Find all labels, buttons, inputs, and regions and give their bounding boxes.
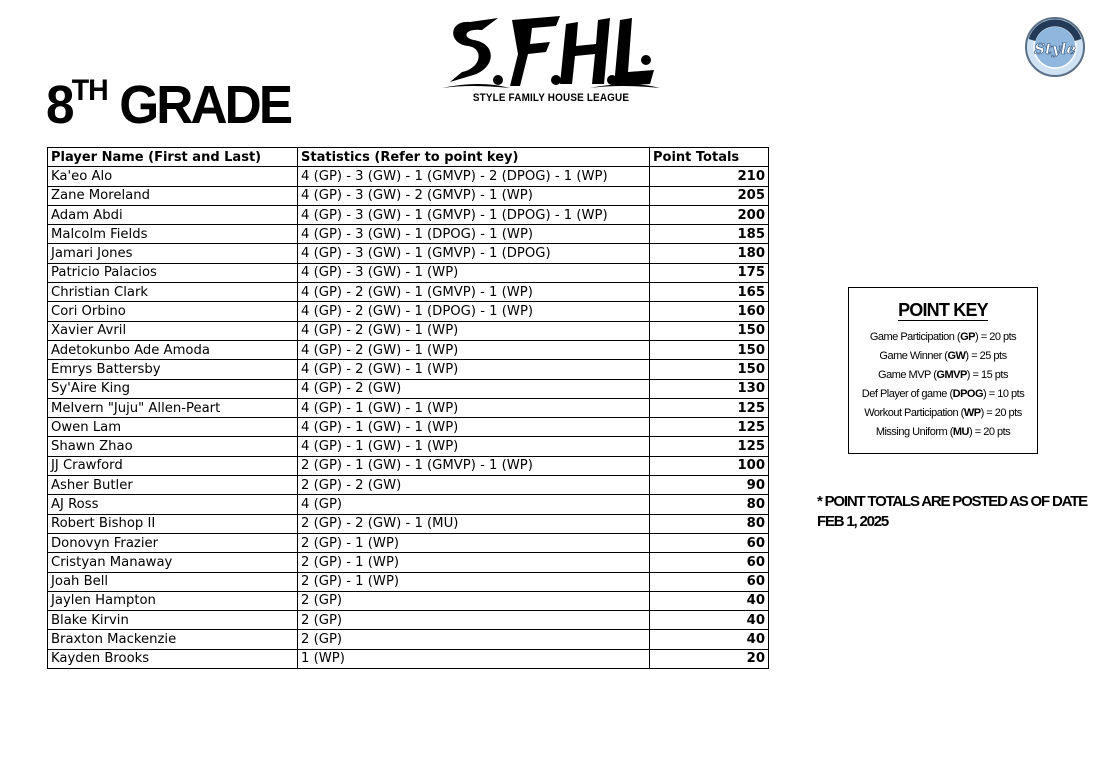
table-row bbox=[48, 649, 769, 668]
statistics-cell: 4 (GP) - 1 (GW) - 1 (WP) bbox=[298, 437, 650, 456]
statistics-cell: 4 (GP) - 1 (GW) - 1 (WP) bbox=[298, 398, 650, 417]
statistics-cell: 2 (GP) - 2 (GW) bbox=[298, 476, 650, 495]
statistics-cell: 4 (GP) - 3 (GW) - 1 (WP) bbox=[298, 263, 650, 282]
statistics-cell: 4 (GP) - 1 (GW) - 1 (WP) bbox=[298, 418, 650, 437]
league-logo bbox=[440, 10, 662, 108]
point-key-item bbox=[849, 366, 1037, 385]
sfhl-logo-icon bbox=[440, 10, 662, 92]
point-total-cell: 150 bbox=[650, 340, 769, 359]
point-key-label: Game Winner ( bbox=[879, 350, 948, 362]
statistics-cell: 2 (GP) - 2 (GW) - 1 (MU) bbox=[298, 514, 650, 533]
point-total-cell: 185 bbox=[650, 225, 769, 244]
player-name-cell: Jamari Jones bbox=[48, 244, 298, 263]
player-name-cell: Adam Abdi bbox=[48, 205, 298, 224]
statistics-cell: 2 (GP) bbox=[298, 611, 650, 630]
point-total-cell: 100 bbox=[650, 456, 769, 475]
table-row bbox=[48, 263, 769, 282]
grade-word: GRADE bbox=[107, 75, 291, 135]
point-key-value: ) = 20 pts bbox=[975, 331, 1017, 343]
point-total-cell: 60 bbox=[650, 533, 769, 552]
player-name-cell: Christian Clark bbox=[48, 283, 298, 302]
statistics-cell: 4 (GP) - 3 (GW) - 1 (GMVP) - 1 (DPOG) - 1 (WP) bbox=[298, 205, 650, 224]
column-header-player: Player Name (First and Last) bbox=[48, 148, 298, 167]
point-key-label: Def Player of game ( bbox=[861, 388, 953, 400]
point-total-cell: 80 bbox=[650, 495, 769, 514]
point-total-cell: 150 bbox=[650, 360, 769, 379]
table-row bbox=[48, 244, 769, 263]
point-key-code: MU bbox=[952, 426, 969, 438]
point-total-cell: 180 bbox=[650, 244, 769, 263]
point-total-cell: 60 bbox=[650, 572, 769, 591]
table-row bbox=[48, 572, 769, 591]
point-key-item bbox=[849, 347, 1037, 366]
point-total-cell: 160 bbox=[650, 302, 769, 321]
point-total-cell: 125 bbox=[650, 418, 769, 437]
table-header-row bbox=[48, 148, 769, 167]
player-name-cell: JJ Crawford bbox=[48, 456, 298, 475]
point-total-cell: 90 bbox=[650, 476, 769, 495]
player-name-cell: Malcolm Fields bbox=[48, 225, 298, 244]
point-key-code: WP bbox=[963, 407, 981, 419]
statistics-cell: 2 (GP) bbox=[298, 630, 650, 649]
table-row bbox=[48, 205, 769, 224]
table-row bbox=[48, 340, 769, 359]
page-title bbox=[46, 74, 291, 135]
point-key-item bbox=[849, 385, 1037, 404]
point-total-cell: 60 bbox=[650, 553, 769, 572]
point-key-label: Workout Participation ( bbox=[864, 407, 964, 419]
table-row bbox=[48, 591, 769, 610]
statistics-cell: 4 (GP) - 2 (GW) - 1 (GMVP) - 1 (WP) bbox=[298, 283, 650, 302]
point-total-cell: 210 bbox=[650, 167, 769, 186]
player-name-cell: Sy'Aire King bbox=[48, 379, 298, 398]
point-total-cell: 205 bbox=[650, 186, 769, 205]
point-total-cell: 40 bbox=[650, 630, 769, 649]
posting-date-note: * POINT TOTALS ARE POSTED AS OF DATE FEB 1, 2025 bbox=[817, 493, 1087, 530]
table-row bbox=[48, 360, 769, 379]
point-key-item bbox=[849, 404, 1037, 423]
player-name-cell: Zane Moreland bbox=[48, 186, 298, 205]
table-row bbox=[48, 476, 769, 495]
point-total-cell: 40 bbox=[650, 591, 769, 610]
point-total-cell: 125 bbox=[650, 398, 769, 417]
table-row bbox=[48, 379, 769, 398]
point-key-title: POINT KEY bbox=[898, 300, 988, 320]
standings-body bbox=[48, 167, 769, 669]
point-key-value: ) = 20 pts bbox=[969, 426, 1011, 438]
table-row bbox=[48, 418, 769, 437]
point-total-cell: 200 bbox=[650, 205, 769, 224]
point-total-cell: 130 bbox=[650, 379, 769, 398]
table-row bbox=[48, 495, 769, 514]
point-key-code: GMVP bbox=[936, 369, 967, 381]
player-name-cell: Cristyan Manaway bbox=[48, 553, 298, 572]
statistics-cell: 2 (GP) bbox=[298, 591, 650, 610]
point-total-cell: 175 bbox=[650, 263, 769, 282]
table-row bbox=[48, 225, 769, 244]
svg-text:Style: Style bbox=[1034, 40, 1076, 58]
player-name-cell: Patricio Palacios bbox=[48, 263, 298, 282]
statistics-cell: 2 (GP) - 1 (GW) - 1 (GMVP) - 1 (WP) bbox=[298, 456, 650, 475]
table-row bbox=[48, 283, 769, 302]
style-badge-icon bbox=[1024, 16, 1086, 78]
statistics-cell: 2 (GP) - 1 (WP) bbox=[298, 553, 650, 572]
point-key-box bbox=[848, 287, 1038, 454]
point-key-label: Missing Uniform ( bbox=[875, 426, 953, 438]
statistics-cell: 4 (GP) - 3 (GW) - 1 (GMVP) - 1 (DPOG) bbox=[298, 244, 650, 263]
standings-table bbox=[47, 147, 769, 669]
player-name-cell: Xavier Avril bbox=[48, 321, 298, 340]
point-key-value: ) = 15 pts bbox=[966, 369, 1008, 381]
statistics-cell: 4 (GP) - 3 (GW) - 1 (GMVP) - 2 (DPOG) - 1 (WP) bbox=[298, 167, 650, 186]
point-key-item bbox=[849, 423, 1037, 442]
player-name-cell: Owen Lam bbox=[48, 418, 298, 437]
point-total-cell: 150 bbox=[650, 321, 769, 340]
table-row bbox=[48, 321, 769, 340]
player-name-cell: Cori Orbino bbox=[48, 302, 298, 321]
statistics-cell: 1 (WP) bbox=[298, 649, 650, 668]
player-name-cell: Kayden Brooks bbox=[48, 649, 298, 668]
point-key-value: ) = 10 pts bbox=[983, 388, 1025, 400]
point-total-cell: 165 bbox=[650, 283, 769, 302]
table-row bbox=[48, 167, 769, 186]
style-badge bbox=[1024, 16, 1086, 78]
point-total-cell: 20 bbox=[650, 649, 769, 668]
table-row bbox=[48, 398, 769, 417]
point-key-code: GP bbox=[960, 331, 975, 343]
point-key-value: ) = 20 pts bbox=[980, 407, 1022, 419]
statistics-cell: 4 (GP) - 2 (GW) - 1 (WP) bbox=[298, 321, 650, 340]
point-total-cell: 125 bbox=[650, 437, 769, 456]
column-header-statistics: Statistics (Refer to point key) bbox=[298, 148, 650, 167]
statistics-cell: 2 (GP) - 1 (WP) bbox=[298, 572, 650, 591]
point-key-label: Game MVP ( bbox=[878, 369, 937, 381]
table-row bbox=[48, 186, 769, 205]
table-row bbox=[48, 302, 769, 321]
player-name-cell: Donovyn Frazier bbox=[48, 533, 298, 552]
table-row bbox=[48, 630, 769, 649]
point-total-cell: 40 bbox=[650, 611, 769, 630]
grade-ordinal: TH bbox=[71, 74, 108, 107]
statistics-cell: 4 (GP) - 2 (GW) - 1 (WP) bbox=[298, 360, 650, 379]
statistics-cell: 4 (GP) - 3 (GW) - 1 (DPOG) - 1 (WP) bbox=[298, 225, 650, 244]
table-row bbox=[48, 611, 769, 630]
player-name-cell: Adetokunbo Ade Amoda bbox=[48, 340, 298, 359]
player-name-cell: Jaylen Hampton bbox=[48, 591, 298, 610]
table-row bbox=[48, 553, 769, 572]
player-name-cell: AJ Ross bbox=[48, 495, 298, 514]
table-row bbox=[48, 514, 769, 533]
point-total-cell: 80 bbox=[650, 514, 769, 533]
table-row bbox=[48, 456, 769, 475]
player-name-cell: Braxton Mackenzie bbox=[48, 630, 298, 649]
point-key-code: GW bbox=[947, 350, 966, 362]
logo-tagline: STYLE FAMILY HOUSE LEAGUE bbox=[472, 92, 630, 104]
point-key-label: Game Participation ( bbox=[869, 331, 961, 343]
grade-number: 8 bbox=[46, 75, 72, 135]
player-name-cell: Melvern "Juju" Allen-Peart bbox=[48, 398, 298, 417]
point-key-list bbox=[849, 328, 1037, 442]
table-row bbox=[48, 533, 769, 552]
player-name-cell: Emrys Battersby bbox=[48, 360, 298, 379]
statistics-cell: 4 (GP) - 3 (GW) - 2 (GMVP) - 1 (WP) bbox=[298, 186, 650, 205]
point-key-code: DPOG bbox=[952, 388, 984, 400]
player-name-cell: Joah Bell bbox=[48, 572, 298, 591]
statistics-cell: 4 (GP) bbox=[298, 495, 650, 514]
player-name-cell: Ka'eo Alo bbox=[48, 167, 298, 186]
column-header-points: Point Totals bbox=[650, 148, 769, 167]
statistics-cell: 4 (GP) - 2 (GW) bbox=[298, 379, 650, 398]
statistics-cell: 4 (GP) - 2 (GW) - 1 (DPOG) - 1 (WP) bbox=[298, 302, 650, 321]
statistics-cell: 2 (GP) - 1 (WP) bbox=[298, 533, 650, 552]
point-key-item bbox=[849, 328, 1037, 347]
table-row bbox=[48, 437, 769, 456]
player-name-cell: Shawn Zhao bbox=[48, 437, 298, 456]
player-name-cell: Robert Bishop II bbox=[48, 514, 298, 533]
player-name-cell: Asher Butler bbox=[48, 476, 298, 495]
point-key-value: ) = 25 pts bbox=[965, 350, 1007, 362]
statistics-cell: 4 (GP) - 2 (GW) - 1 (WP) bbox=[298, 340, 650, 359]
player-name-cell: Blake Kirvin bbox=[48, 611, 298, 630]
